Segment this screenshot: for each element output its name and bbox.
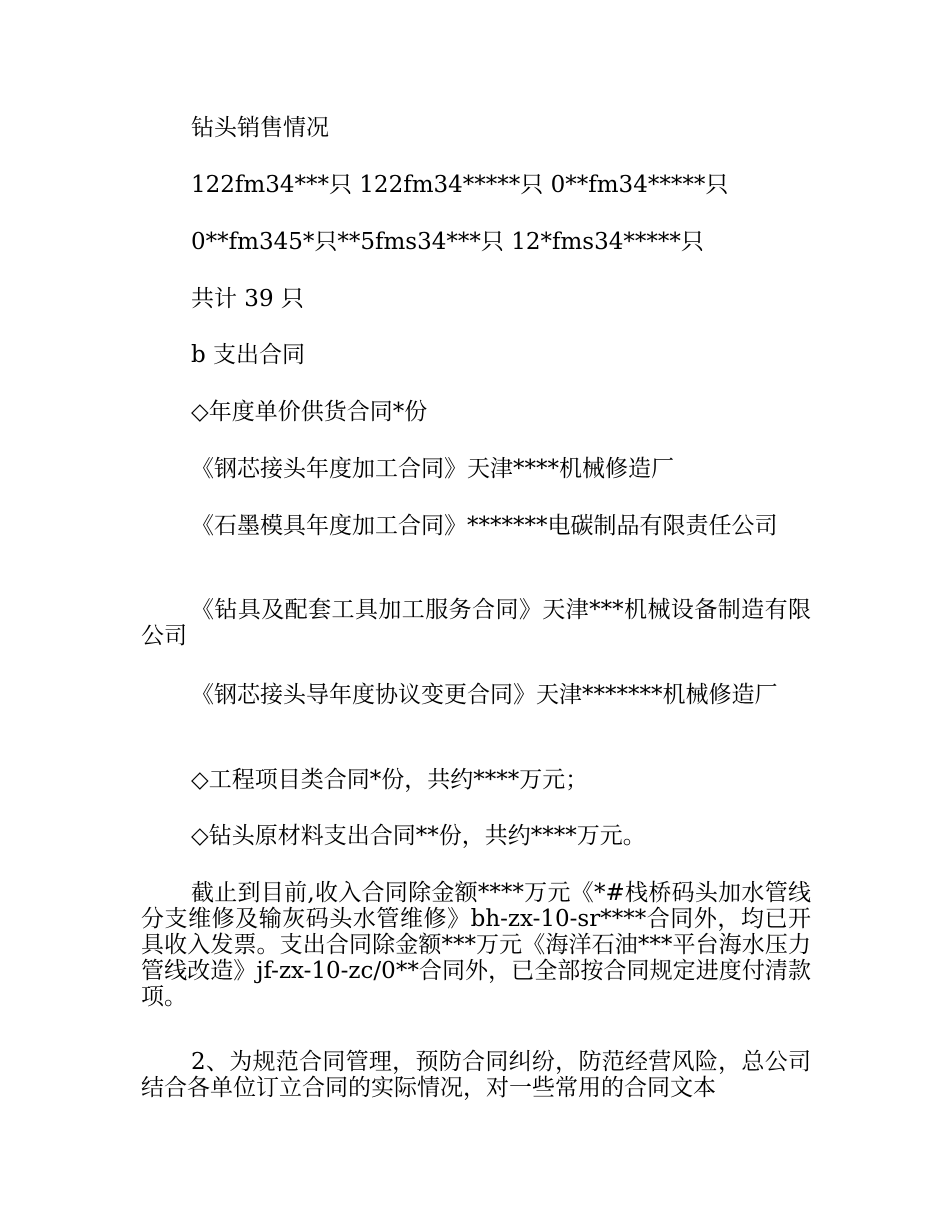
raw-material-contracts: ◇钻头原材料支出合同**份，共约****万元。 <box>191 823 646 849</box>
contract-item-4: 《钢芯接头导年度协议变更合同》天津*******机械修造厂 <box>191 682 778 708</box>
contract-item-1: 《钢芯接头年度加工合同》天津****机械修造厂 <box>191 456 674 482</box>
drill-bit-total: 共计 39 只 <box>191 286 304 312</box>
contract-status-paragraph: 截止到目前,收入合同除金额****万元《*#栈桥码头加水管线分支维修及输灰码头水管维修》bh-zx-10-sr****合同外，均已开具收入发票。支出合同除金额***万元《海洋石油***平台海水压力管线改造》jf-zx-10-zc/0**合同外，已全部按合同规定进度付清款项。 <box>141 880 811 1010</box>
drill-bit-sales-line-1: 122fm34***只 122fm34*****只 0**fm34*****只 <box>191 172 729 198</box>
drill-bit-sales-line-2: 0**fm345*只**5fms34***只 12*fms34*****只 <box>191 229 704 255</box>
heading-expense-contracts: b 支出合同 <box>191 342 306 368</box>
heading-drill-bit-sales: 钻头销售情况 <box>191 115 329 141</box>
contract-item-3: 《钻具及配套工具加工服务合同》天津***机械设备制造有限公司 <box>141 597 811 649</box>
project-contracts: ◇工程项目类合同*份，共约****万元； <box>191 767 589 793</box>
annual-supply-contracts: ◇年度单价供货合同*份 <box>191 399 428 425</box>
contract-management-paragraph: 2、为规范合同管理，预防合同纠纷，防范经营风险，总公司结合各单位订立合同的实际情况，对一些常用的合同文本 <box>141 1049 811 1101</box>
contract-item-2: 《石墨模具年度加工合同》*******电碳制品有限责任公司 <box>191 513 778 539</box>
